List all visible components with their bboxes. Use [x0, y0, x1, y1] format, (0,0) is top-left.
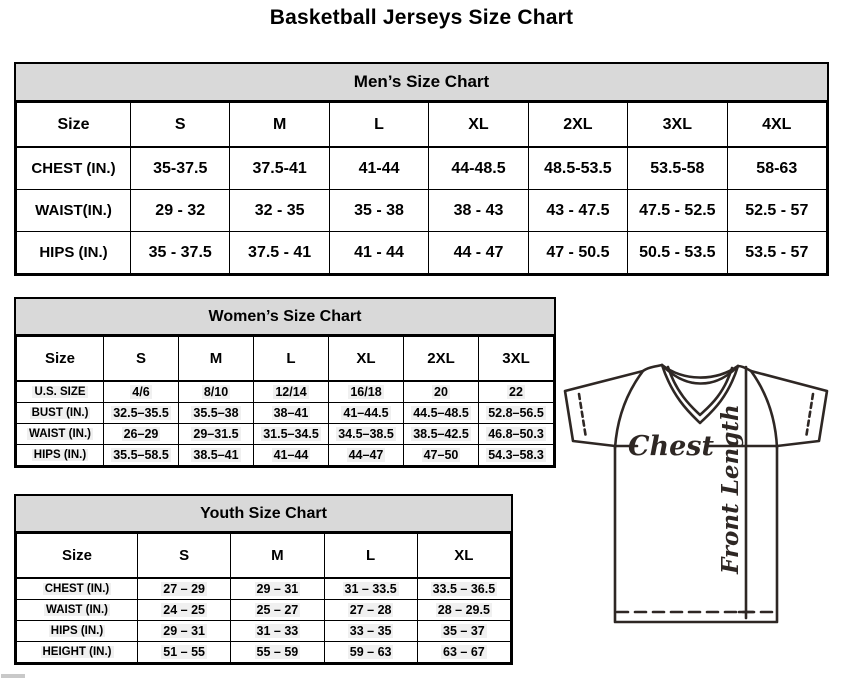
mens-size-chart — [14, 62, 829, 276]
youth-table-title: Youth Size Chart — [16, 496, 511, 533]
row-label: HEIGHT (IN.) — [17, 642, 138, 663]
measure-row — [17, 147, 827, 190]
front-length-label: Front Length — [717, 404, 744, 574]
size-value-cell: 50.5 - 53.5 — [628, 232, 727, 274]
size-value-cell: 52.5 - 57 — [727, 190, 826, 232]
youth-size-chart — [14, 494, 513, 665]
size-value-cell: 48.5-53.5 — [528, 147, 627, 190]
row-label: CHEST (IN.) — [17, 578, 138, 600]
page-title: Basketball Jerseys Size Chart — [269, 6, 574, 29]
size-value-cell: 43 - 47.5 — [528, 190, 627, 232]
size-value-cell: 41–44 — [254, 445, 329, 466]
size-value-cell: 29 – 31 — [231, 578, 324, 600]
size-value-cell: 53.5-58 — [628, 147, 727, 190]
womens-size-chart — [14, 297, 556, 468]
size-value-cell: 44.5–48.5 — [404, 403, 479, 424]
header-row — [17, 534, 511, 579]
mens-size-table — [16, 102, 827, 274]
row-label: BUST (IN.) — [17, 403, 104, 424]
size-value-cell: 24 – 25 — [138, 600, 231, 621]
row-label: HIPS (IN.) — [17, 621, 138, 642]
size-value-cell: 47–50 — [404, 445, 479, 466]
size-value-cell: 33 – 35 — [324, 621, 417, 642]
column-header: M — [231, 534, 324, 579]
size-value-cell: 25 – 27 — [231, 600, 324, 621]
size-value-cell: 51 – 55 — [138, 642, 231, 663]
column-header: XL — [417, 534, 510, 579]
mens-table-title: Men’s Size Chart — [16, 64, 827, 102]
corner-header: Size — [17, 337, 104, 382]
measure-row — [17, 642, 511, 663]
column-header: L — [254, 337, 329, 382]
size-value-cell: 16/18 — [329, 381, 404, 403]
size-value-cell: 38 - 43 — [429, 190, 528, 232]
column-header: 2XL — [528, 103, 627, 148]
measure-row — [17, 578, 511, 600]
size-value-cell: 4/6 — [104, 381, 179, 403]
size-value-cell: 26–29 — [104, 424, 179, 445]
size-value-cell: 44-48.5 — [429, 147, 528, 190]
size-value-cell: 31.5–34.5 — [254, 424, 329, 445]
size-value-cell: 31 – 33.5 — [324, 578, 417, 600]
size-value-cell: 33.5 – 36.5 — [417, 578, 510, 600]
jersey-outline — [565, 365, 827, 622]
column-header: 3XL — [479, 337, 554, 382]
row-label: WAIST (IN.) — [17, 424, 104, 445]
size-value-cell: 59 – 63 — [324, 642, 417, 663]
column-header: 2XL — [404, 337, 479, 382]
size-value-cell: 38.5–42.5 — [404, 424, 479, 445]
left-cuff-stitch — [579, 394, 586, 438]
size-value-cell: 37.5 - 41 — [230, 232, 329, 274]
size-value-cell: 29 – 31 — [138, 621, 231, 642]
size-value-cell: 44 - 47 — [429, 232, 528, 274]
size-value-cell: 54.3–58.3 — [479, 445, 554, 466]
size-value-cell: 8/10 — [179, 381, 254, 403]
measure-row — [17, 621, 511, 642]
size-value-cell: 47 - 50.5 — [528, 232, 627, 274]
size-value-cell: 20 — [404, 381, 479, 403]
womens-size-table — [16, 336, 554, 466]
column-header: XL — [329, 337, 404, 382]
measure-row — [17, 600, 511, 621]
column-header: XL — [429, 103, 528, 148]
row-label: HIPS (IN.) — [17, 232, 131, 274]
size-value-cell: 55 – 59 — [231, 642, 324, 663]
size-value-cell: 28 – 29.5 — [417, 600, 510, 621]
column-header: S — [138, 534, 231, 579]
size-value-cell: 29–31.5 — [179, 424, 254, 445]
size-value-cell: 52.8–56.5 — [479, 403, 554, 424]
size-value-cell: 38.5–41 — [179, 445, 254, 466]
column-header: L — [324, 534, 417, 579]
header-row — [17, 103, 827, 148]
size-value-cell: 63 – 67 — [417, 642, 510, 663]
column-header: S — [104, 337, 179, 382]
column-header: 4XL — [727, 103, 826, 148]
size-value-cell: 35.5–38 — [179, 403, 254, 424]
measure-row — [17, 403, 554, 424]
corner-header: Size — [17, 534, 138, 579]
corner-header: Size — [17, 103, 131, 148]
measure-row — [17, 445, 554, 466]
column-header: S — [131, 103, 230, 148]
right-cuff-stitch — [806, 394, 813, 438]
size-value-cell: 29 - 32 — [131, 190, 230, 232]
size-value-cell: 58-63 — [727, 147, 826, 190]
size-value-cell: 41–44.5 — [329, 403, 404, 424]
size-value-cell: 35 - 37.5 — [131, 232, 230, 274]
size-value-cell: 53.5 - 57 — [727, 232, 826, 274]
header-row — [17, 337, 554, 382]
size-value-cell: 27 – 29 — [138, 578, 231, 600]
size-value-cell: 46.8–50.3 — [479, 424, 554, 445]
row-label: WAIST (IN.) — [17, 600, 138, 621]
row-label: WAIST(IN.) — [17, 190, 131, 232]
size-value-cell: 34.5–38.5 — [329, 424, 404, 445]
size-value-cell: 35 – 37 — [417, 621, 510, 642]
row-label: HIPS (IN.) — [17, 445, 104, 466]
size-value-cell: 35 - 38 — [329, 190, 428, 232]
measure-row — [17, 190, 827, 232]
size-value-cell: 12/14 — [254, 381, 329, 403]
size-value-cell: 32.5–35.5 — [104, 403, 179, 424]
right-armhole-seam — [751, 371, 777, 448]
size-value-cell: 38–41 — [254, 403, 329, 424]
size-value-cell: 37.5-41 — [230, 147, 329, 190]
size-value-cell: 47.5 - 52.5 — [628, 190, 727, 232]
size-value-cell: 35.5–58.5 — [104, 445, 179, 466]
column-header: L — [329, 103, 428, 148]
row-label: CHEST (IN.) — [17, 147, 131, 190]
size-value-cell: 41-44 — [329, 147, 428, 190]
scrollbar-fragment — [1, 674, 25, 678]
youth-size-table — [16, 533, 511, 663]
size-value-cell: 22 — [479, 381, 554, 403]
jersey-measurement-diagram — [555, 356, 843, 628]
measure-row — [17, 381, 554, 403]
size-value-cell: 31 – 33 — [231, 621, 324, 642]
size-value-cell: 41 - 44 — [329, 232, 428, 274]
row-label: U.S. SIZE — [17, 381, 104, 403]
column-header: 3XL — [628, 103, 727, 148]
chest-label: Chest — [628, 431, 714, 462]
column-header: M — [230, 103, 329, 148]
womens-table-title: Women’s Size Chart — [16, 299, 554, 336]
measure-row — [17, 424, 554, 445]
size-value-cell: 27 – 28 — [324, 600, 417, 621]
column-header: M — [179, 337, 254, 382]
size-value-cell: 44–47 — [329, 445, 404, 466]
size-value-cell: 35-37.5 — [131, 147, 230, 190]
size-value-cell: 32 - 35 — [230, 190, 329, 232]
measure-row — [17, 232, 827, 274]
